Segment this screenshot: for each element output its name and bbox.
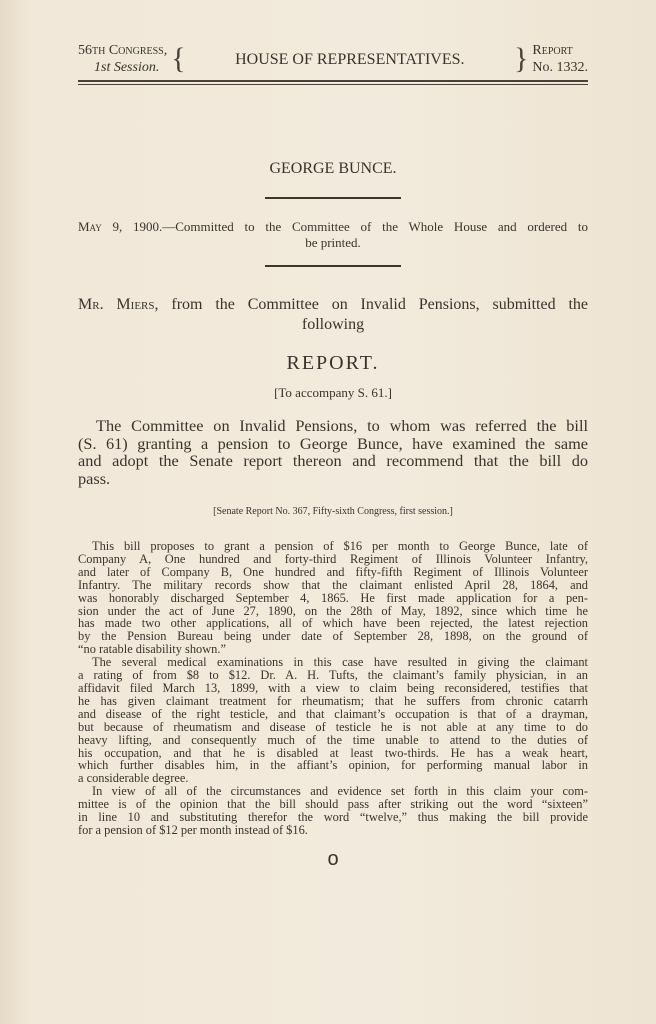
committed-date: May 9, 1900. [78, 219, 163, 234]
text-line: This bill proposes to grant a pension of $16 per month to George Bunce, late of [92, 539, 588, 553]
senate-reference: [Senate Report No. 367, Fifty-sixth Congress, first session.] [213, 506, 453, 517]
text-line: Infantry. The military records show that the claimant enlisted April 28, 1864, and [78, 577, 588, 592]
header-rule [78, 80, 588, 85]
text-line: mittee is of the opinion that the bill should pass after striking out the word “sixteen” [78, 797, 588, 812]
text-line: heavy lifting, and consequently much of the time unable to attend to the duties of [78, 732, 588, 747]
text-line: for a pension of $12 per month instead of $16. [78, 822, 308, 837]
left-brace: { [171, 42, 186, 75]
submitted-text: from the Committee on Invalid Pensions, submitted the [158, 296, 588, 313]
paragraph [78, 656, 588, 785]
lead-paragraph [78, 417, 588, 487]
text-line: he has given claimant treatment for rheumatism; that he suffers from chronic catarrh [78, 693, 588, 708]
report-header [78, 42, 588, 76]
divider [265, 197, 401, 199]
submitted-text: following [301, 316, 365, 333]
committed-text: —Committed to the Committee of the Whole House and ordered to [162, 219, 588, 234]
committed-text: be printed. [305, 235, 361, 250]
text-line: sion under the act of June 27, 1890, on the 28th of May, 1892, since which time he [78, 603, 588, 618]
text-line: and disease of the right testicle, and that claimant’s occupation is that of a drayman, [78, 706, 588, 721]
text-line: was honorably discharged September 4, 1865. He first made application for a pen- [78, 590, 588, 605]
right-brace: } [513, 42, 529, 75]
divider [265, 265, 401, 267]
text-line: (S. 61) granting a pension to George Bunce, have examined the same [78, 433, 588, 453]
congress-block [78, 42, 167, 76]
text-line: and adopt the Senate report thereon and recommend that the bill do [78, 451, 588, 470]
accompany-note: [To accompany S. 61.] [274, 385, 392, 400]
report-heading: REPORT. [286, 352, 380, 374]
text-line: a rating of from $8 to $12. Dr. A. H. Tufts, the claimant’s family physician, in an [78, 668, 588, 683]
text-line: but because of rheumatism and disease of testicle he is not able at any time to do [78, 719, 588, 734]
text-line: and later of Company B, One hundred and fifty-fifth Regiment of Illinois Volunteer [78, 564, 588, 579]
submitted-by [78, 295, 588, 335]
document-title: GEORGE BUNCE. [269, 160, 397, 177]
text-line: The several medical examinations in this case have resulted in giving the claimant [92, 655, 588, 670]
report-body [78, 540, 588, 837]
report-block [532, 42, 588, 76]
report-number: No. 1332. [532, 60, 588, 75]
paragraph [78, 785, 588, 837]
text-line: pass. [78, 468, 111, 488]
text-line: in line 10 and substituting therefor the word “twelve,” thus making the bill provide [78, 810, 588, 825]
text-line: has made two other applications, all of which have been rejected, the latest rejection [78, 616, 588, 631]
text-line: The Committee on Invalid Pensions, to whom was referred the bill [96, 416, 588, 435]
session: 1st Session. [94, 60, 160, 75]
committed-note [78, 219, 588, 251]
text-line: which further disables him, in the affiant’s opinion, for performing manual labor in [78, 758, 588, 773]
text-line: Company A, One hundred and forty-third Regiment of Illinois Volunteer Infantry, [78, 551, 588, 566]
text-line: a considerable degree. [78, 771, 189, 786]
text-line: affidavit filed March 13, 1899, with a view to claim being reconsidered, testifies that [78, 680, 588, 695]
text-line: his occupation, and that he is disabled at least two-thirds. He has a weak heart, [78, 745, 588, 760]
text-line: by the Pension Bureau being under date of September 28, 1898, on the ground of [78, 629, 588, 644]
text-line: In view of all of the circumstances and evidence set forth in this claim your com- [92, 784, 588, 799]
house-title: HOUSE OF REPRESENTATIVES. [235, 50, 465, 68]
end-mark: o [327, 847, 339, 870]
text-line: “no ratable disability shown.” [78, 642, 226, 657]
member-name: Mr. Miers, [78, 296, 159, 313]
page-column [78, 42, 588, 871]
paragraph [78, 540, 588, 656]
congress: 56th Congress, [78, 43, 168, 58]
report-label: Report [532, 43, 573, 58]
